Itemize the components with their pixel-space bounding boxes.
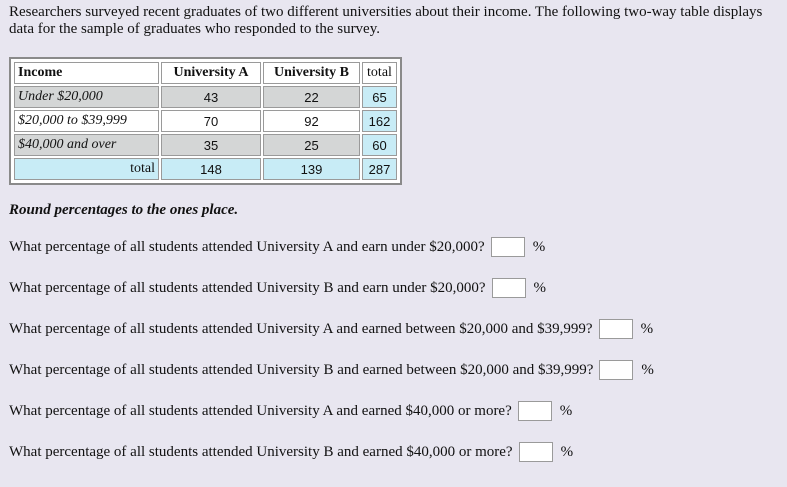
- answer-input-4[interactable]: [599, 360, 633, 380]
- two-way-table-container: [9, 57, 402, 185]
- question-text: What percentage of all students attended University A and earn under $20,000?: [9, 238, 485, 255]
- question-3: [9, 319, 653, 339]
- percent-unit: %: [559, 402, 573, 419]
- grand-total-cell: 287: [362, 158, 397, 180]
- row-total-cell: 60: [362, 134, 397, 156]
- table-cell: 22: [263, 86, 360, 108]
- table-cell: 35: [161, 134, 261, 156]
- column-header-university-a: University A: [161, 62, 261, 84]
- intro-text: Researchers surveyed recent graduates of two different universities about their income. The following two-way table displays data for the sample of graduates who responded to the survey.: [9, 4, 763, 37]
- answer-input-6[interactable]: [519, 442, 553, 462]
- table-row: [14, 134, 397, 156]
- question-text: What percentage of all students attended University A and earned $40,000 or more?: [9, 402, 512, 419]
- question-text: What percentage of all students attended University B and earned $40,000 or more?: [9, 443, 513, 460]
- row-label: $20,000 to $39,999: [14, 110, 159, 132]
- question-6: [9, 442, 573, 462]
- table-row: [14, 86, 397, 108]
- table-cell: 25: [263, 134, 360, 156]
- answer-input-1[interactable]: [491, 237, 525, 257]
- column-total-cell: 139: [263, 158, 360, 180]
- percent-unit: %: [641, 361, 654, 378]
- percent-unit: %: [640, 320, 654, 337]
- answer-input-3[interactable]: [599, 319, 633, 339]
- rounding-instruction: Round percentages to the ones place.: [9, 202, 239, 218]
- percent-unit: %: [533, 279, 547, 296]
- column-header-total: total: [362, 62, 397, 84]
- question-text: What percentage of all students attended University B and earn under $20,000?: [9, 279, 486, 296]
- answer-input-5[interactable]: [518, 401, 552, 421]
- two-way-table: [12, 60, 399, 182]
- percent-unit: %: [560, 443, 574, 460]
- row-label: $40,000 and over: [14, 134, 159, 156]
- percent-unit: %: [532, 238, 546, 255]
- answer-input-2[interactable]: [492, 278, 526, 298]
- question-5: [9, 401, 572, 421]
- table-corner-header: Income: [14, 62, 159, 84]
- table-header-row: [14, 62, 397, 84]
- column-total-cell: 148: [161, 158, 261, 180]
- table-cell: 92: [263, 110, 360, 132]
- row-label: Under $20,000: [14, 86, 159, 108]
- column-header-university-b: University B: [263, 62, 360, 84]
- row-total-cell: 162: [362, 110, 397, 132]
- question-1: [9, 237, 545, 257]
- table-cell: 70: [161, 110, 261, 132]
- table-row: [14, 110, 397, 132]
- table-totals-row: [14, 158, 397, 180]
- question-text: What percentage of all students attended University B and earned between $20,000 and $39,999?: [9, 361, 594, 378]
- row-total-cell: 65: [362, 86, 397, 108]
- question-text: What percentage of all students attended University A and earned between $20,000 and $39,999?: [9, 320, 593, 337]
- question-2: [9, 278, 546, 298]
- table-cell: 43: [161, 86, 261, 108]
- totals-label: total: [14, 158, 159, 180]
- question-4: [9, 360, 654, 380]
